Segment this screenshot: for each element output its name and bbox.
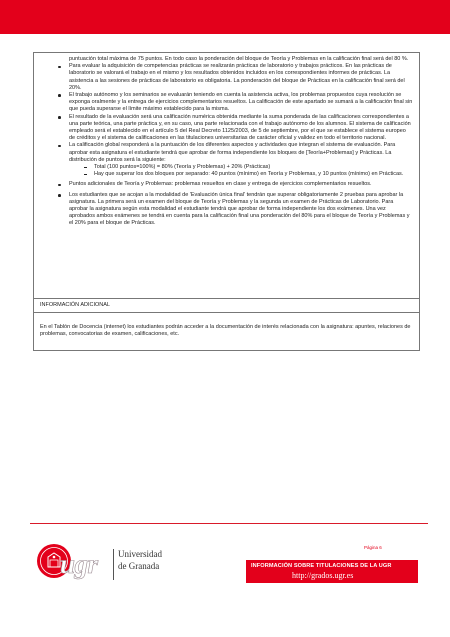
- university-name-line1: Universidad: [118, 549, 162, 559]
- university-name: [118, 548, 162, 572]
- university-name-line2: de Granada: [118, 561, 160, 571]
- sub-list-item: Total (100 puntos=100%) = 80% (Teoría y Problemas) + 20% (Prácticas): [69, 164, 413, 171]
- list-item: Para evaluar la adquisición de competencias prácticas se realizarán prácticas de laboratorio y trabajos prácticos. En las prácticas de laboratorio se valorará el trabajo en el mismo y los resultados obtenidos incluidos en los correspondientes informes de prácticas. La asistencia a las sesiones de prácticas de laboratorio es obligatoria. La ponderación del bloque de Prácticas en la calificación final será del 20%.: [40, 63, 413, 92]
- evaluation-list: [40, 63, 413, 227]
- list-item-final-evaluation: Los estudiantes que se acojan a la modalidad de 'Evaluación única final' tendrán que superar obligatoriamente 2 pruebas para aprobar la asignatura. La primera será un examen del bloque de Teoría y Problemas y la segunda un examen de Prácticas de Laboratorio. Para aprobar la asignatura según esta modalidad el estudiante tendrá que aprobar de forma independiente los dos exámenes. Una vez aprobados ambos exámenes se tendrá en cuenta para la calificación final una ponderación del 80% para el bloque de Teoría y Problemas y el 20% para el bloque de Prácticas.: [40, 192, 413, 228]
- list-item: El resultado de la evaluación será una calificación numérica obtenida mediante la suma ponderada de las calificaciones correspondientes a una parte teórica, una parte práctica y, en su caso, una parte relacionada con el trabajo autónomo de los alumnos. El sistema de calificación empleado será el establecido en el artículo 5 del Real Decreto 1125/2003, de 5 de septiembre, por el que se establece el sistema europeo de créditos y el sistema de calificaciones en las titulaciones universitarias de carácter oficial y validez en todo el territorio nacional.: [40, 114, 413, 143]
- header-color-bar: [0, 0, 450, 34]
- banner-url-link[interactable]: http://grados.ugr.es: [292, 571, 354, 580]
- sub-list-item: Hay que superar los dos bloques por separado: 40 puntos (mínimo) en Teoría y Problemas, y 10 puntos (mínimo) en Prácticas.: [69, 171, 413, 178]
- grading-intro: La calificación global responderá a la puntuación de los diferentes aspectos y actividades que integran el sistema de evaluación. Para aprobar esta asignatura el estudiante tendrá que aprobar de forma independiente los bloques de [Teoría+Problemas] y Prácticas. La distribución de puntos será la siguiente:: [69, 142, 396, 163]
- list-item: El trabajo autónomo y los seminarios se evaluarán teniendo en cuenta la asistencia activa, los problemas propuestos cuya resolución se exponga oralmente y la entrega de ejercicios complementarios resueltos. La calificación de este apartado se sumará a la calificación final sin que pueda superarse el límite máximo establecido para la misma.: [40, 92, 413, 114]
- evaluation-section: [33, 52, 420, 299]
- grading-sublist: [69, 164, 413, 178]
- additional-info-body: En el Tablón de Docencia (internet) los estudiantes podrán acceder a la documentación de interés relacionada con la asignatura: apuntes, relaciones de problemas, convocatorias de examen, calificaciones, etc.: [33, 313, 420, 351]
- page-number: Página 6: [364, 545, 382, 550]
- evaluation-text: [34, 53, 419, 304]
- banner-title: INFORMACIÓN SOBRE TITULACIONES DE LA UGR: [251, 563, 392, 569]
- list-item-extra-points: Puntos adicionales de Teoría y Problemas: problemas resueltos en clase y entrega de ejercicios complementarios resueltos.: [40, 181, 413, 188]
- footer-divider: [30, 523, 428, 524]
- list-item-grading: [40, 142, 413, 178]
- titulaciones-banner[interactable]: [246, 560, 418, 583]
- logo-divider: [113, 549, 114, 580]
- ugr-logo-text: ugr: [60, 549, 98, 579]
- additional-info-heading: INFORMACIÓN ADICIONAL: [33, 299, 420, 313]
- evaluation-lead: puntuación total máxima de 75 puntos. En todo caso la ponderación del bloque de Teoría y Problemas en la calificación final será del 80 %.: [69, 56, 409, 62]
